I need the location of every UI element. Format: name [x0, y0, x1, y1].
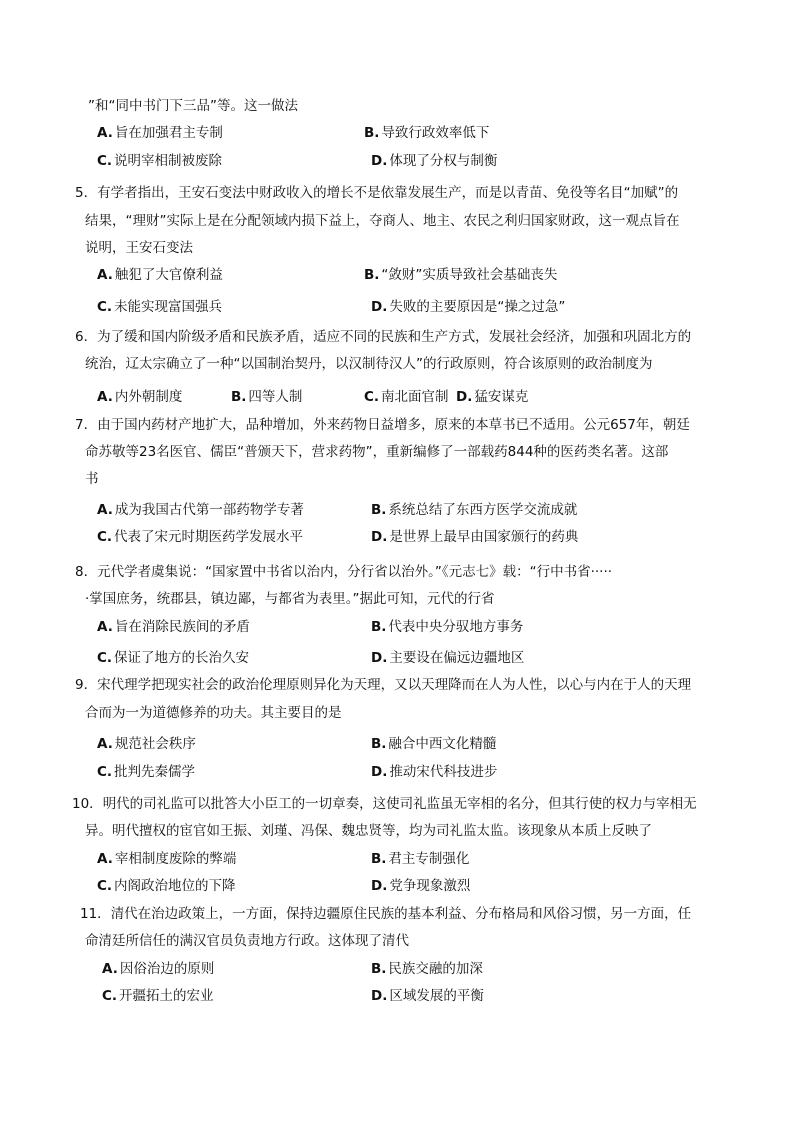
q11-stem-line-1: 11．清代在治边政策上，一方面，保持边疆原住民族的基本利益、分布格局和风俗习惯，另一方面，任 [80, 906, 692, 922]
q10-stem-line-2: 异。明代擅权的宦官如王振、刘瑾、冯保、魏忠贤等，均为司礼监太监。该现象从本质上反映了 [85, 823, 652, 839]
q6-option-b: B. 四等人制 [231, 389, 303, 405]
q7-option-c: C. 代表了宋元时期医药学发展水平 [97, 529, 304, 545]
q7-stem-line-2: 命苏敬等23名医官、儒臣“普颁天下，营求药物”，重新编修了一部载药844种的医药类名著。这部 [85, 444, 669, 460]
q11-option-a: A. 因俗治边的原则 [102, 961, 215, 977]
q10-number: 10． [72, 796, 103, 812]
q8-stem-line-1: 8．元代学者虞集说：“国家置中书省以治内，分行省以治外。”《元志七》载：“行中书省····· [75, 564, 613, 580]
q8-option-b: B. 代表中央分驭地方事务 [371, 619, 524, 635]
q5-option-b: B. “敛财”实质导致社会基础丧失 [364, 267, 558, 283]
q8-option-a: A. 旨在消除民族间的矛盾 [97, 619, 250, 635]
q11-option-c: C. 开疆拓土的宏业 [102, 988, 214, 1004]
q6-stem-line-1: 6．为了缓和国内阶级矛盾和民族矛盾，适应不同的民族和生产方式，发展社会经济，加强和巩固北方的 [75, 329, 692, 345]
q9-option-b: B. 融合中西文化精髓 [371, 736, 497, 752]
q9-option-c: C. 批判先秦儒学 [97, 764, 196, 780]
q11-option-d: D. 区域发展的平衡 [371, 988, 484, 1004]
q5-stem-line-2: 结果，“理财”实际上是在分配领域内损下益上，夺商人、地主、农民之利归国家财政，这一观点旨在 [85, 213, 680, 229]
q10-option-d: D. 党争现象激烈 [371, 878, 471, 894]
q6-option-a: A. 内外朝制度 [97, 389, 183, 405]
q8-number: 8． [75, 564, 98, 580]
q6-option-c: C. 南北面官制 [364, 389, 449, 405]
q4-option-c: C. 说明宰相制被废除 [97, 153, 223, 169]
q5-stem-line-1: 5．有学者指出，王安石变法中财政收入的增长不是依靠发展生产，而是以青苗、免役等名目“加赋”的 [75, 185, 679, 201]
q10-option-c: C. 内阁政治地位的下降 [97, 878, 236, 894]
q4-option-d: D. 体现了分权与制衡 [371, 153, 498, 169]
q11-option-b: B. 民族交融的加深 [371, 961, 483, 977]
q10-option-a: A. 宰相制度废除的弊端 [97, 851, 237, 867]
q11-number: 11． [80, 906, 111, 922]
q9-stem-line-1: 9．宋代理学把现实社会的政治伦理原则异化为天理，又以天理降而在人为人性，以心与内在于人的天理 [75, 677, 692, 693]
q9-number: 9． [75, 677, 98, 693]
q4-stem-tail: ”和“同中书门下三品”等。这一做法 [88, 98, 298, 114]
q7-option-b: B. 系统总结了东西方医学交流成就 [371, 502, 578, 518]
q4-option-a: A. 旨在加强君主专制 [97, 125, 223, 141]
q8-option-d: D. 主要设在偏远边疆地区 [371, 650, 525, 666]
q11-stem-line-2: 命清廷所信任的满汉官员负责地方行政。这体现了清代 [85, 933, 409, 949]
q6-number: 6． [75, 329, 98, 345]
q9-option-d: D. 推动宋代科技进步 [371, 764, 498, 780]
q7-stem-line-1: 7．由于国内药材产地扩大，品种增加，外来药物日益增多，原来的本草书已不适用。公元657年，朝廷 [75, 417, 690, 433]
q10-option-b: B. 君主专制强化 [371, 851, 470, 867]
q7-option-d: D. 是世界上最早由国家颁行的药典 [371, 529, 579, 545]
q7-option-a: A. 成为我国古代第一部药物学专著 [97, 502, 304, 518]
q5-number: 5． [75, 185, 98, 201]
q5-option-d: D. 失败的主要原因是“操之过急” [371, 299, 566, 315]
q7-stem-line-3: 书 [85, 471, 99, 487]
q10-stem-line-1: 10．明代的司礼监可以批答大小臣工的一切章奏，这使司礼监虽无宰相的名分，但其行使的权力与宰相无 [72, 796, 697, 812]
q5-option-a: A. 触犯了大官僚利益 [97, 267, 223, 283]
q9-stem-line-2: 合而为一为道德修养的功夫。其主要目的是 [85, 705, 342, 721]
q9-option-a: A. 规范社会秩序 [97, 736, 196, 752]
q5-option-c: C. 未能实现富国强兵 [97, 299, 223, 315]
q4-option-b: B. 导致行政效率低下 [364, 125, 490, 141]
q8-option-c: C. 保证了地方的长治久安 [97, 650, 250, 666]
q6-stem-line-2: 统治，辽太宗确立了一种“以国制治契丹，以汉制待汉人”的行政原则，符合该原则的政治制度为 [85, 356, 653, 372]
q5-stem-line-3: 说明，王安石变法 [85, 240, 193, 256]
q7-number: 7． [75, 417, 98, 433]
q8-stem-line-2: ·掌国庶务，统郡县，镇边鄙，与都省为表里。”据此可知，元代的行省 [85, 591, 495, 607]
q6-option-d: D. 猛安谋克 [456, 389, 529, 405]
